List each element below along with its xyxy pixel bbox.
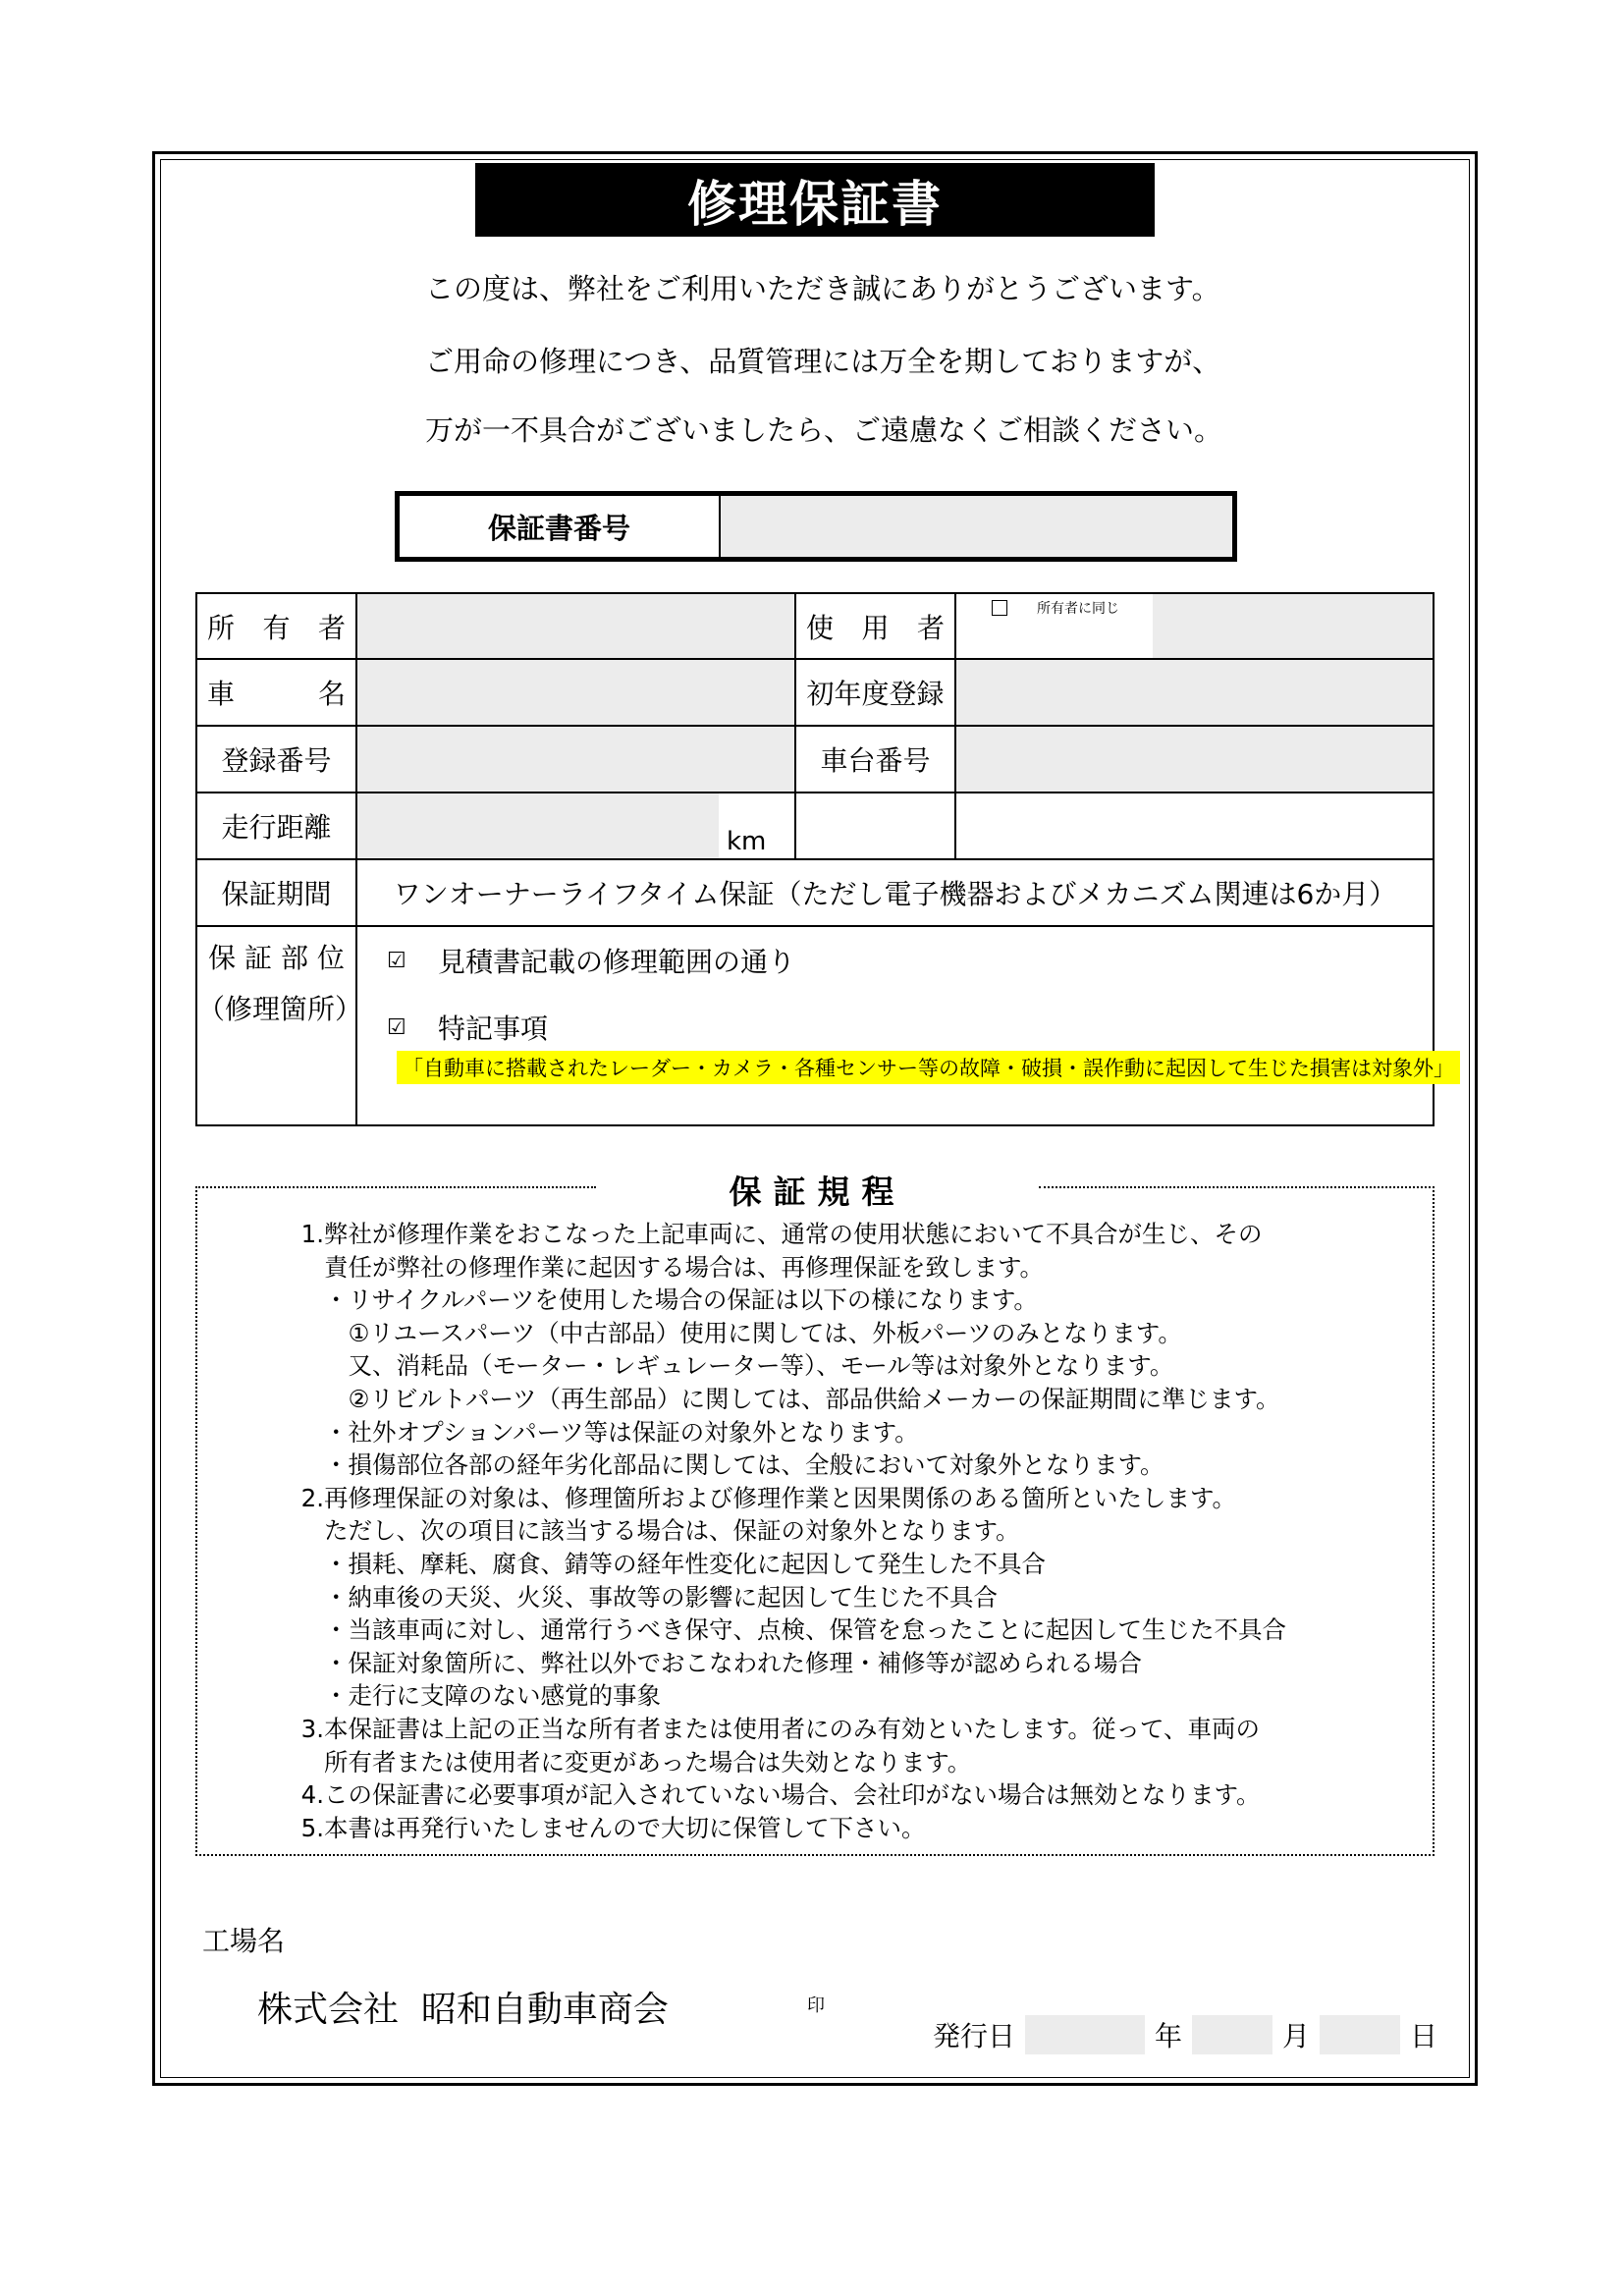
month-label: 月 [1282, 2020, 1311, 2052]
issue-day-field[interactable] [1320, 2015, 1400, 2054]
part-label: 保 証 部 位 （修理箇所） [196, 926, 356, 1125]
warranty-number-field[interactable] [721, 496, 1232, 557]
owner-field[interactable] [356, 593, 795, 659]
rule-line: ・当該車両に対し、通常行うべき保守、点検、保管を怠ったことに起因して生じた不具合 [324, 1615, 1286, 1645]
user-label: 使 用 者 [795, 593, 955, 659]
same-as-owner-checkbox[interactable] [992, 600, 1007, 616]
factory-label: 工場名 [202, 1925, 286, 1957]
period-value: ワンオーナーライフタイム保証（ただし電子機器およびメカニズム関連は6か月） [356, 859, 1434, 926]
rule-line: ①リユースパーツ（中古部品）使用に関しては、外板パーツのみとなります。 [324, 1318, 1182, 1347]
rule-line: ・損耗、摩耗、腐食、錆等の経年性変化に起因して発生した不具合 [324, 1549, 1046, 1578]
warranty-number-label: 保証書番号 [400, 496, 721, 557]
warranty-number-row [395, 491, 1237, 562]
seal-mark: 印 [807, 1995, 825, 2016]
issue-year-field[interactable] [1025, 2015, 1145, 2054]
rule-line: ②リビルトパーツ（再生部品）に関しては、部品供給メーカーの保証期間に準じます。 [324, 1384, 1280, 1413]
part-item-1[interactable]: ☑ 見積書記載の修理範囲の通り [387, 946, 796, 978]
rule-line: ・損傷部位各部の経年劣化部品に関しては、全般において対象外となります。 [324, 1450, 1164, 1480]
rule-line: ・リサイクルパーツを使用した場合の保証は以下の様になります。 [324, 1285, 1038, 1315]
rule-line: 所有者または使用者に変更があった場合は失効となります。 [324, 1747, 972, 1777]
rule-line: ・走行に支障のない感覚的事象 [324, 1681, 661, 1711]
rule-line: 又、消耗品（モーター・レギュレーター等）、モール等は対象外となります。 [324, 1351, 1174, 1381]
period-label: 保証期間 [196, 859, 356, 926]
km-unit: km [727, 827, 767, 856]
part-item-2-checkbox[interactable]: ☑ [387, 1014, 406, 1040]
owner-label: 所 有 者 [196, 593, 356, 659]
rule-line: ・社外オプションパーツ等は保証の対象外となります。 [324, 1417, 919, 1447]
part-cell [356, 926, 1454, 1125]
intro-line-3: 万が一不具合がございましたら、ご遠慮なくご相談ください。 [425, 413, 1223, 447]
rule-line: 1. 弊社が修理作業をおこなった上記車両に、通常の使用状態において不具合が生じ、その [300, 1220, 1263, 1248]
mileage-extra-cell [795, 793, 955, 859]
day-label: 日 [1410, 2020, 1438, 2052]
first-registration-label: 初年度登録 [795, 659, 955, 726]
same-as-owner-label: 所有者に同じ [1037, 601, 1119, 617]
company-name: 株式会社 昭和自動車商会 [257, 1990, 669, 2030]
mileage-field[interactable] [356, 793, 795, 859]
vehicle-info-table [195, 592, 1454, 1126]
mileage-label: 走行距離 [196, 793, 356, 859]
mileage-extra-cell-2 [955, 793, 1434, 859]
first-registration-field[interactable] [955, 659, 1434, 726]
user-field[interactable] [955, 593, 1434, 659]
rules-list [265, 1218, 1286, 1844]
chassis-number-field[interactable] [955, 726, 1434, 793]
registration-number-field[interactable] [356, 726, 795, 793]
rule-line: 4. この保証書に必要事項が記入されていない場合、会社印がない場合は無効となります。 [300, 1780, 1261, 1810]
rule-line: 3. 本保証書は上記の正当な所有者または使用者にのみ有効といたします。従って、車両の [300, 1714, 1261, 1743]
registration-number-label: 登録番号 [196, 726, 356, 793]
intro-line-1: この度は、弊社をご利用いただき誠にありがとうございます。 [425, 272, 1220, 305]
chassis-number-label: 車台番号 [795, 726, 955, 793]
part-item-1-checkbox[interactable]: ☑ [387, 948, 406, 973]
special-note: 「自動車に搭載されたレーダー・カメラ・各種センサー等の故障・破損・誤作動に起因して生じた損害は対象外」 [397, 1051, 1460, 1084]
issue-month-field[interactable] [1192, 2015, 1272, 2054]
car-name-field[interactable] [356, 659, 795, 726]
rule-line: 責任が弊社の修理作業に起因する場合は、再修理保証を致します。 [324, 1252, 1045, 1282]
issue-date-label: 発行日 [933, 2020, 1016, 2052]
year-label: 年 [1155, 2020, 1183, 2052]
rule-line: ・納車後の天災、火災、事故等の影響に起因して生じた不具合 [324, 1582, 998, 1612]
rule-line: ・保証対象箇所に、弊社以外でおこなわれた修理・補修等が認められる場合 [324, 1648, 1142, 1677]
rules-title: 保証規程 [729, 1173, 906, 1211]
issue-date [933, 2015, 1437, 2054]
document-title: 修理保証書 [475, 163, 1155, 237]
intro-line-2: ご用命の修理につき、品質管理には万全を期しておりますが、 [425, 345, 1221, 378]
rule-line: 2. 再修理保証の対象は、修理箇所および修理作業と因果関係のある箇所といたします。 [300, 1483, 1237, 1512]
rule-line: ただし、次の項目に該当する場合は、保証の対象外となります。 [324, 1516, 1020, 1546]
part-item-2[interactable]: ☑ 特記事項 [387, 1012, 549, 1045]
rule-line: 5. 本書は再発行いたしませんので大切に保管して下さい。 [300, 1813, 926, 1842]
car-name-label: 車 名 [196, 659, 356, 726]
